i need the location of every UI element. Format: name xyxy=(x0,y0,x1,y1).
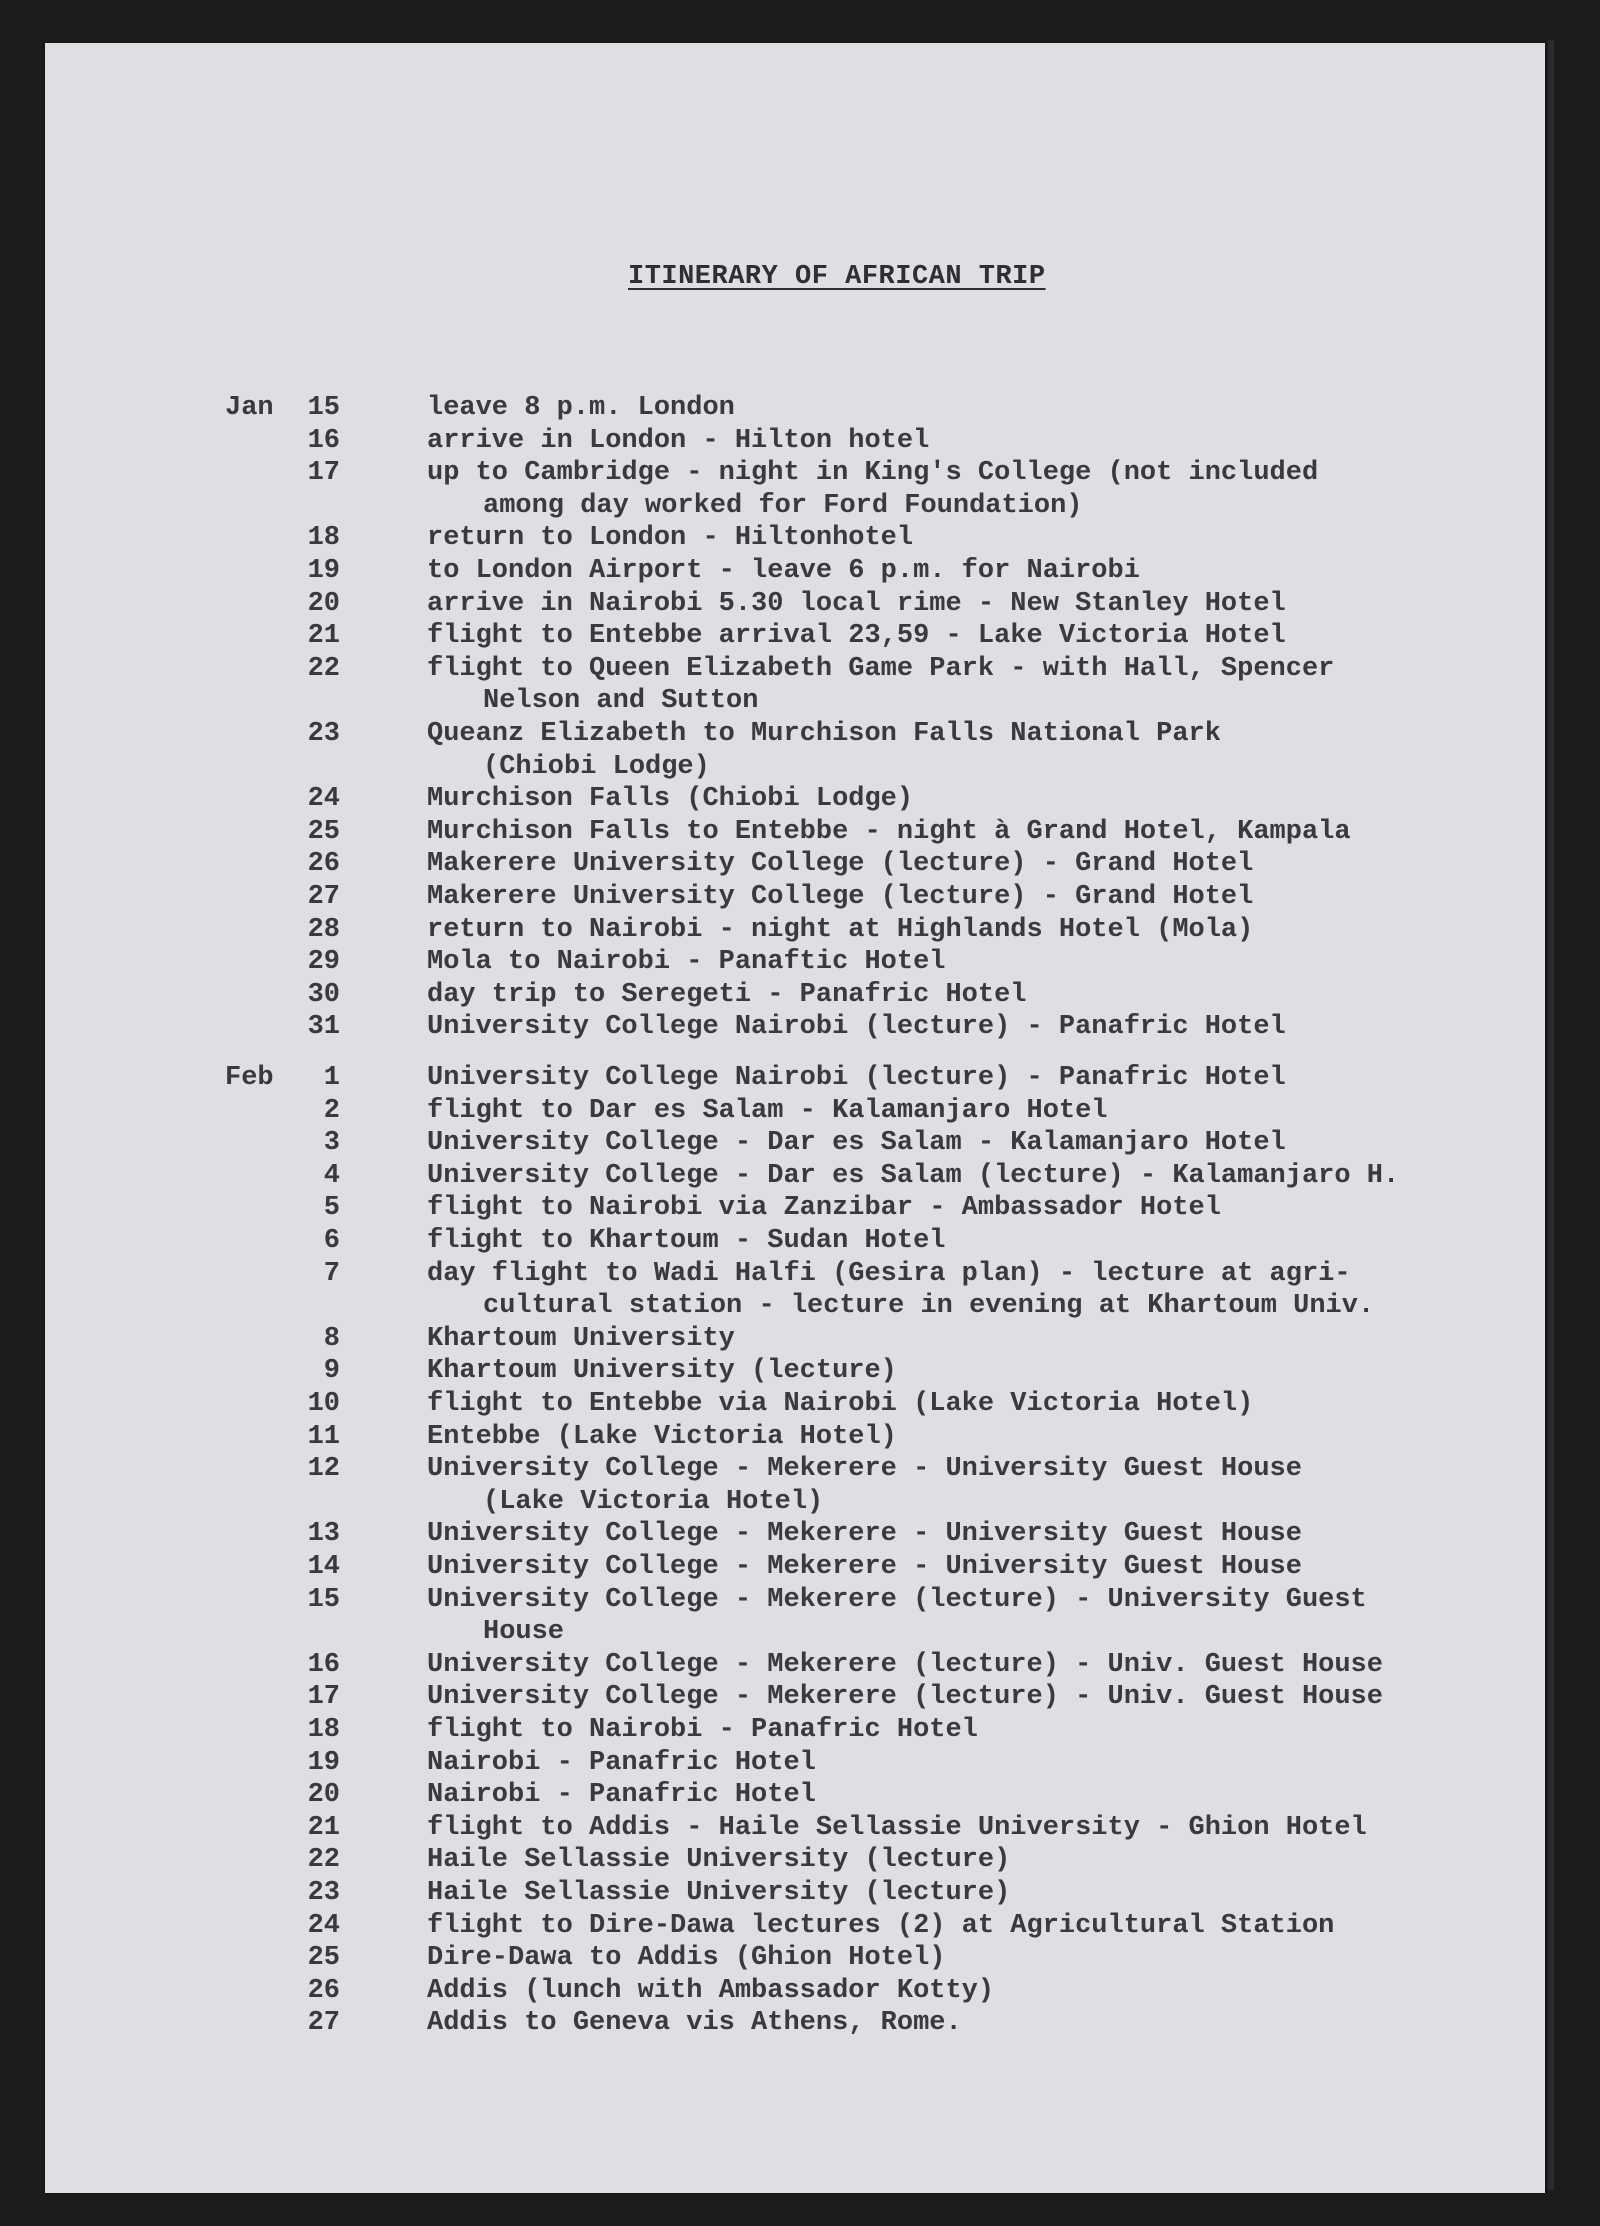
entry-text: University College - Mekerere (lecture) - Univ. Guest House xyxy=(427,1682,1383,1713)
document-title: ITINERARY OF AFRICAN TRIP xyxy=(628,262,1046,292)
entry-month: Jan xyxy=(225,393,274,423)
entry-day: 18 xyxy=(307,1715,340,1745)
entry-day: 2 xyxy=(323,1095,340,1126)
entry-day: 15 xyxy=(307,1584,340,1615)
entry-text: return to Nairobi - night at Highlands Hotel (Mola) xyxy=(427,914,1254,945)
entry-text: Makerere University College (lecture) - Grand Hotel xyxy=(427,882,1254,912)
entry-day: 31 xyxy=(307,1012,340,1043)
entry-text: Queanz Elizabeth to Murchison Falls National Park xyxy=(427,719,1221,749)
entry-text: University College - Mekerere (lecture) - Univ. Guest House xyxy=(427,1649,1383,1680)
entry-day: 19 xyxy=(307,556,340,586)
entry-text: Addis (lunch with Ambassador Kotty) xyxy=(427,1975,995,2006)
entry-text: Khartoum University (lecture) xyxy=(427,1356,897,1387)
entry-text: University College - Mekerere - University Guest House xyxy=(427,1454,1302,1485)
entry-text: Addis to Geneva vis Athens, Rome. xyxy=(427,2008,962,2039)
entry-day: 7 xyxy=(323,1258,340,1289)
entry-text: University College - Mekerere (lecture) - University Guest xyxy=(427,1584,1367,1615)
entry-text: University College - Dar es Salam - Kalamanjaro Hotel xyxy=(427,1128,1286,1159)
entry-text: day trip to Seregeti - Panafric Hotel xyxy=(427,979,1027,1010)
entry-day: 28 xyxy=(307,914,340,945)
entry-text: Murchison Falls (Chiobi Lodge) xyxy=(427,784,914,815)
entry-text: arrive in Nairobi 5.30 local rime - New Stanley Hotel xyxy=(427,588,1286,619)
entry-day: 25 xyxy=(307,1943,340,1974)
entry-day: 5 xyxy=(323,1193,340,1224)
entry-day: 21 xyxy=(307,621,340,652)
entry-text: flight to Nairobi - Panafric Hotel xyxy=(427,1715,978,1745)
entry-day: 15 xyxy=(307,393,340,423)
entry-day: 11 xyxy=(307,1421,340,1452)
entry-text: return to London - Hiltonhotel xyxy=(427,523,914,554)
entry-day: 12 xyxy=(307,1454,340,1485)
entry-day: 25 xyxy=(307,816,340,847)
entry-text: flight to Addis - Haile Sellassie University - Ghion Hotel xyxy=(427,1812,1367,1843)
entry-text: flight to Nairobi via Zanzibar - Ambassador Hotel xyxy=(427,1193,1221,1224)
entry-text: University College - Mekerere - University Guest House xyxy=(427,1552,1302,1582)
entry-text: flight to Queen Elizabeth Game Park - with Hall, Spencer xyxy=(427,653,1335,684)
entry-day: 27 xyxy=(307,882,340,912)
entry-day: 30 xyxy=(307,979,340,1010)
entry-day: 21 xyxy=(307,1812,340,1843)
entry-day: 17 xyxy=(307,1682,340,1713)
entry-text: flight to Khartoum - Sudan Hotel xyxy=(427,1226,946,1256)
entry-text: Dire-Dawa to Addis (Ghion Hotel) xyxy=(427,1943,946,1974)
entry-day: 13 xyxy=(307,1519,340,1550)
entry-text: to London Airport - leave 6 p.m. for Nairobi xyxy=(427,556,1140,586)
entry-text: University College - Dar es Salam (lecture) - Kalamanjaro H. xyxy=(427,1160,1400,1191)
entry-text: Entebbe (Lake Victoria Hotel) xyxy=(427,1421,897,1452)
entry-text: University College Nairobi (lecture) - Panafric Hotel xyxy=(427,1012,1286,1043)
entry-day: 3 xyxy=(323,1128,340,1159)
entry-text: flight to Entebbe arrival 23,59 - Lake Victoria Hotel xyxy=(427,621,1286,652)
entry-day: 16 xyxy=(307,1649,340,1680)
entry-day: 1 xyxy=(323,1063,340,1093)
entry-day: 10 xyxy=(307,1389,340,1419)
entry-text: University College Nairobi (lecture) - Panafric Hotel xyxy=(427,1063,1286,1093)
entry-day: 19 xyxy=(307,1747,340,1778)
entry-text: Mola to Nairobi - Panaftic Hotel xyxy=(427,947,946,978)
entry-text-continued: (Chiobi Lodge) xyxy=(483,751,710,782)
entry-day: 23 xyxy=(307,719,340,749)
entry-day: 22 xyxy=(307,653,340,684)
entry-text: Khartoum University xyxy=(427,1323,735,1354)
entry-text: University College - Mekerere - University Guest House xyxy=(427,1519,1302,1550)
entry-text: flight to Dire-Dawa lectures (2) at Agricultural Station xyxy=(427,1910,1335,1941)
entry-text: day flight to Wadi Halfi (Gesira plan) - lecture at agri- xyxy=(427,1258,1351,1289)
entry-text-continued: Nelson and Sutton xyxy=(483,686,759,717)
entry-month: Feb xyxy=(225,1063,274,1093)
entry-day: 23 xyxy=(307,1878,340,1908)
entry-day: 17 xyxy=(307,458,340,489)
entry-text: Makerere University College (lecture) - Grand Hotel xyxy=(427,849,1254,880)
entry-text-continued: cultural station - lecture in evening at Khartoum Univ. xyxy=(483,1291,1375,1322)
entry-day: 16 xyxy=(307,425,340,456)
entry-text: up to Cambridge - night in King's College (not included xyxy=(427,458,1319,489)
entry-day: 8 xyxy=(323,1323,340,1354)
entry-text: Nairobi - Panafric Hotel xyxy=(427,1747,816,1778)
entry-text-continued: among day worked for Ford Foundation) xyxy=(483,490,1083,521)
entry-day: 20 xyxy=(307,588,340,619)
entry-day: 6 xyxy=(323,1226,340,1256)
entry-text: leave 8 p.m. London xyxy=(427,393,735,423)
entry-text: Nairobi - Panafric Hotel xyxy=(427,1780,816,1811)
entry-text-continued: (Lake Victoria Hotel) xyxy=(483,1486,824,1517)
entry-day: 9 xyxy=(323,1356,340,1387)
entry-day: 18 xyxy=(307,523,340,554)
entry-day: 27 xyxy=(307,2008,340,2039)
entry-day: 24 xyxy=(307,784,340,815)
entry-day: 29 xyxy=(307,947,340,978)
page-edge xyxy=(1548,40,1554,2190)
entry-text: flight to Dar es Salam - Kalamanjaro Hotel xyxy=(427,1095,1108,1126)
entry-text: Haile Sellassie University (lecture) xyxy=(427,1845,1011,1876)
entry-text: flight to Entebbe via Nairobi (Lake Victoria Hotel) xyxy=(427,1389,1254,1419)
entry-day: 4 xyxy=(323,1160,340,1191)
entry-day: 26 xyxy=(307,1975,340,2006)
entry-text: Haile Sellassie University (lecture) xyxy=(427,1878,1011,1908)
entry-day: 22 xyxy=(307,1845,340,1876)
entry-day: 14 xyxy=(307,1552,340,1582)
entry-text: Murchison Falls to Entebbe - night à Grand Hotel, Kampala xyxy=(427,816,1351,847)
entry-day: 24 xyxy=(307,1910,340,1941)
entry-text: arrive in London - Hilton hotel xyxy=(427,425,930,456)
entry-day: 20 xyxy=(307,1780,340,1811)
entry-text-continued: House xyxy=(483,1617,565,1648)
entry-day: 26 xyxy=(307,849,340,880)
